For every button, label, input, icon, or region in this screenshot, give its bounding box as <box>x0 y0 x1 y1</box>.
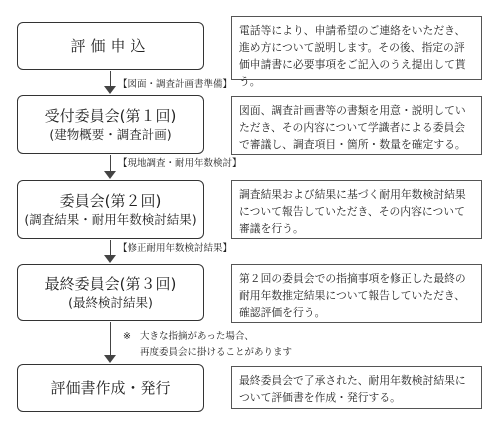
stage-subtitle: (最終検討結果) <box>68 294 153 310</box>
description-box: 電話等により、申請希望のご連絡をいただき、進め方について説明します。その後、指定の評価申請書に必要事項をご記入のうえ提出して貰う。 <box>231 16 482 80</box>
connector-label: 【現地調査・耐用年数検討】 <box>118 158 242 169</box>
connector-line <box>110 71 111 87</box>
stage-title: 評価申込 <box>70 37 151 55</box>
connector-label: 【図面・調査計画書準備】 <box>118 79 233 90</box>
note-mark: ※ <box>123 331 131 342</box>
note-text: 大きな指摘があった場合、 <box>140 331 254 342</box>
connector-label: 【修正耐用年数検討結果】 <box>118 243 233 254</box>
description-box: 第２回の委員会での指摘事項を修正した最終の耐用年数推定結果について報告していただき、確認評価を行う。 <box>231 264 482 323</box>
stage-title: 評価書作成・発行 <box>50 379 171 397</box>
stage-title: 委員会(第２回) <box>59 191 162 210</box>
connector-line <box>110 240 111 256</box>
stage-subtitle: (調査結果・耐用年数検討結果) <box>24 211 197 227</box>
stage-title: 受付委員会(第１回) <box>44 106 177 125</box>
stage-box-issue-report <box>17 364 204 412</box>
connector-arrowhead <box>104 171 116 179</box>
stage-box-reception-committee <box>17 95 204 154</box>
connector-arrowhead <box>104 255 116 263</box>
description-box: 調査結果および結果に基づく耐用年数検討結果について報告していただき、その内容について審議を行う。 <box>231 180 482 239</box>
stage-box-second-committee <box>17 180 204 239</box>
stage-box-application <box>17 22 204 70</box>
connector-line <box>110 155 111 171</box>
note-line-2 <box>123 345 292 361</box>
stage-subtitle: (建物概要・調査計画) <box>49 126 172 142</box>
connector-line <box>110 322 111 356</box>
note-text: 再度委員会に掛けることがあります <box>140 347 293 358</box>
description-box: 最終委員会で了承された、耐用年数検討結果について評価書を作成・発行する。 <box>231 366 482 409</box>
description-box: 図面、調査計画書等の書類を用意・説明していただき、その内容について学識者による委員会で審議し、調査項目・箇所・数量を確定する。 <box>231 96 482 155</box>
note-line-1 <box>123 329 254 345</box>
connector-arrowhead <box>104 355 116 363</box>
connector-arrowhead <box>104 86 116 94</box>
stage-title: 最終委員会(第３回) <box>44 274 177 293</box>
stage-box-final-committee <box>17 264 204 321</box>
